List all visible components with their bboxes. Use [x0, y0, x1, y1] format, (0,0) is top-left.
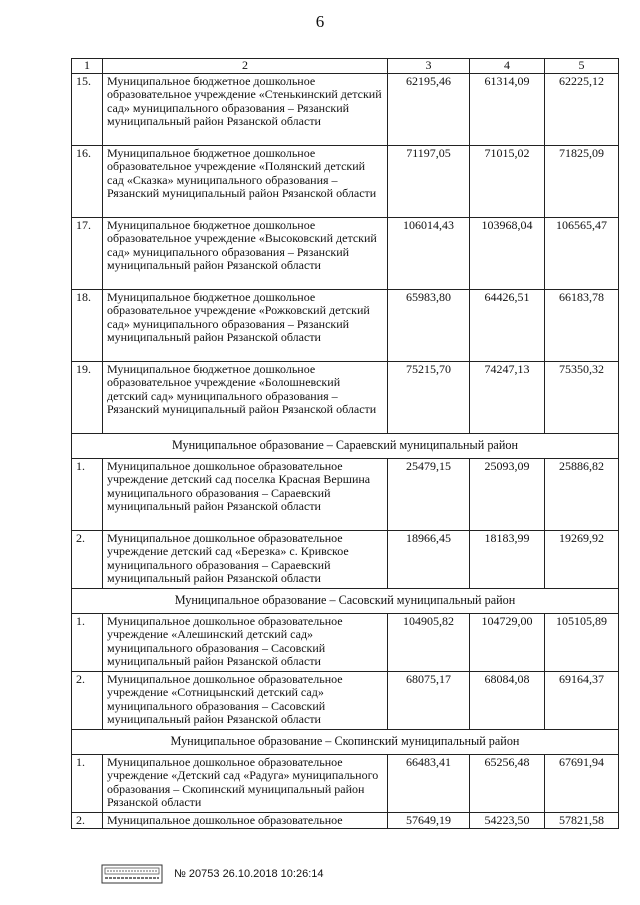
section-title: Муниципальное образование – Скопинский муниципальный район	[72, 730, 619, 755]
value-col3: 75215,70	[388, 362, 470, 434]
value-col4: 54223,50	[470, 813, 545, 829]
row-number: 18.	[72, 290, 103, 362]
page-number: 6	[315, 12, 325, 31]
section-title: Муниципальное образование – Сасовский муниципальный район	[72, 589, 619, 614]
table-row	[72, 459, 619, 531]
header-cell: 2	[103, 59, 388, 74]
value-col4: 65256,48	[470, 755, 545, 813]
value-col5: 71825,09	[545, 146, 619, 218]
institution-name: Муниципальное дошкольное образовательное учреждение «Сотницынский детский сад» муниципального образования – Сасовский муниципальный район Рязанской области	[103, 672, 388, 730]
institution-name: Муниципальное бюджетное дошкольное образовательное учреждение «Полянский детский сад «Сказка» муниципального образования – Рязанский муниципальный район Рязанской области	[103, 146, 388, 218]
table-row	[72, 614, 619, 672]
table-row	[72, 362, 619, 434]
value-col5: 57821,58	[545, 813, 619, 829]
row-number: 15.	[72, 74, 103, 146]
value-col4: 18183,99	[470, 531, 545, 589]
row-number: 1.	[72, 614, 103, 672]
header-cell: 4	[470, 59, 545, 74]
value-col4: 103968,04	[470, 218, 545, 290]
table-row	[72, 755, 619, 813]
header-cell: 5	[545, 59, 619, 74]
row-number: 1.	[72, 459, 103, 531]
header-cell: 1	[72, 59, 103, 74]
value-col3: 57649,19	[388, 813, 470, 829]
row-number: 2.	[72, 531, 103, 589]
institution-name: Муниципальное дошкольное образовательное учреждение детский сад «Березка» с. Кривское муниципального образования – Сараевский муниципальный район Рязанской области	[103, 531, 388, 589]
value-col5: 75350,32	[545, 362, 619, 434]
value-col4: 25093,09	[470, 459, 545, 531]
data-table	[71, 58, 619, 829]
value-col3: 65983,80	[388, 290, 470, 362]
value-col5: 19269,92	[545, 531, 619, 589]
value-col3: 66483,41	[388, 755, 470, 813]
value-col4: 64426,51	[470, 290, 545, 362]
institution-name: Муниципальное бюджетное дошкольное образовательное учреждение «Стенькинский детский сад» муниципального образования – Рязанский муниципальный район Рязанской области	[103, 74, 388, 146]
section-row	[72, 434, 619, 459]
value-col3: 106014,43	[388, 218, 470, 290]
section-title: Муниципальное образование – Сараевский муниципальный район	[72, 434, 619, 459]
table-row	[72, 146, 619, 218]
row-number: 16.	[72, 146, 103, 218]
value-col4: 74247,13	[470, 362, 545, 434]
value-col3: 25479,15	[388, 459, 470, 531]
table-row	[72, 218, 619, 290]
header-cell: 3	[388, 59, 470, 74]
institution-name: Муниципальное дошкольное образовательное учреждение детский сад поселка Красная Вершина муниципального образования – Сараевский муниципальный район Рязанской области	[103, 459, 388, 531]
institution-name: Муниципальное бюджетное дошкольное образовательное учреждение «Болошневский детский сад» муниципального образования – Рязанский муниципальный район Рязанской области	[103, 362, 388, 434]
value-col5: 66183,78	[545, 290, 619, 362]
row-number: 17.	[72, 218, 103, 290]
value-col4: 68084,08	[470, 672, 545, 730]
value-col5: 105105,89	[545, 614, 619, 672]
footer	[101, 864, 324, 884]
institution-name: Муниципальное бюджетное дошкольное образовательное учреждение «Рожковский детский сад» муниципального образования – Рязанский муниципальный район Рязанской области	[103, 290, 388, 362]
table-row	[72, 531, 619, 589]
institution-name: Муниципальное бюджетное дошкольное образовательное учреждение «Высоковский детский сад» муниципального образования – Рязанский муниципальный район Рязанской области	[103, 218, 388, 290]
value-col5: 67691,94	[545, 755, 619, 813]
value-col5: 25886,82	[545, 459, 619, 531]
value-col5: 106565,47	[545, 218, 619, 290]
table-row	[72, 74, 619, 146]
value-col4: 61314,09	[470, 74, 545, 146]
value-col3: 62195,46	[388, 74, 470, 146]
value-col3: 104905,82	[388, 614, 470, 672]
value-col3: 68075,17	[388, 672, 470, 730]
row-number: 2.	[72, 672, 103, 730]
value-col3: 71197,05	[388, 146, 470, 218]
registry-stamp-icon	[101, 864, 163, 884]
row-number: 1.	[72, 755, 103, 813]
section-row	[72, 730, 619, 755]
institution-name: Муниципальное дошкольное образовательное	[103, 813, 388, 829]
row-number: 19.	[72, 362, 103, 434]
value-col4: 104729,00	[470, 614, 545, 672]
row-number: 2.	[72, 813, 103, 829]
value-col3: 18966,45	[388, 531, 470, 589]
section-row	[72, 589, 619, 614]
value-col5: 69164,37	[545, 672, 619, 730]
institution-name: Муниципальное дошкольное образовательное учреждение «Детский сад «Радуга» муниципального образования – Скопинский муниципальный район Рязанской области	[103, 755, 388, 813]
value-col5: 62225,12	[545, 74, 619, 146]
value-col4: 71015,02	[470, 146, 545, 218]
institution-name: Муниципальное дошкольное образовательное учреждение «Алешинский детский сад» муниципального образования – Сасовский муниципальный район Рязанской области	[103, 614, 388, 672]
table-row	[72, 813, 619, 829]
table-header-row	[72, 59, 619, 74]
table-row	[72, 290, 619, 362]
footer-registration: № 20753 26.10.2018 10:26:14	[174, 868, 324, 880]
table-row	[72, 672, 619, 730]
